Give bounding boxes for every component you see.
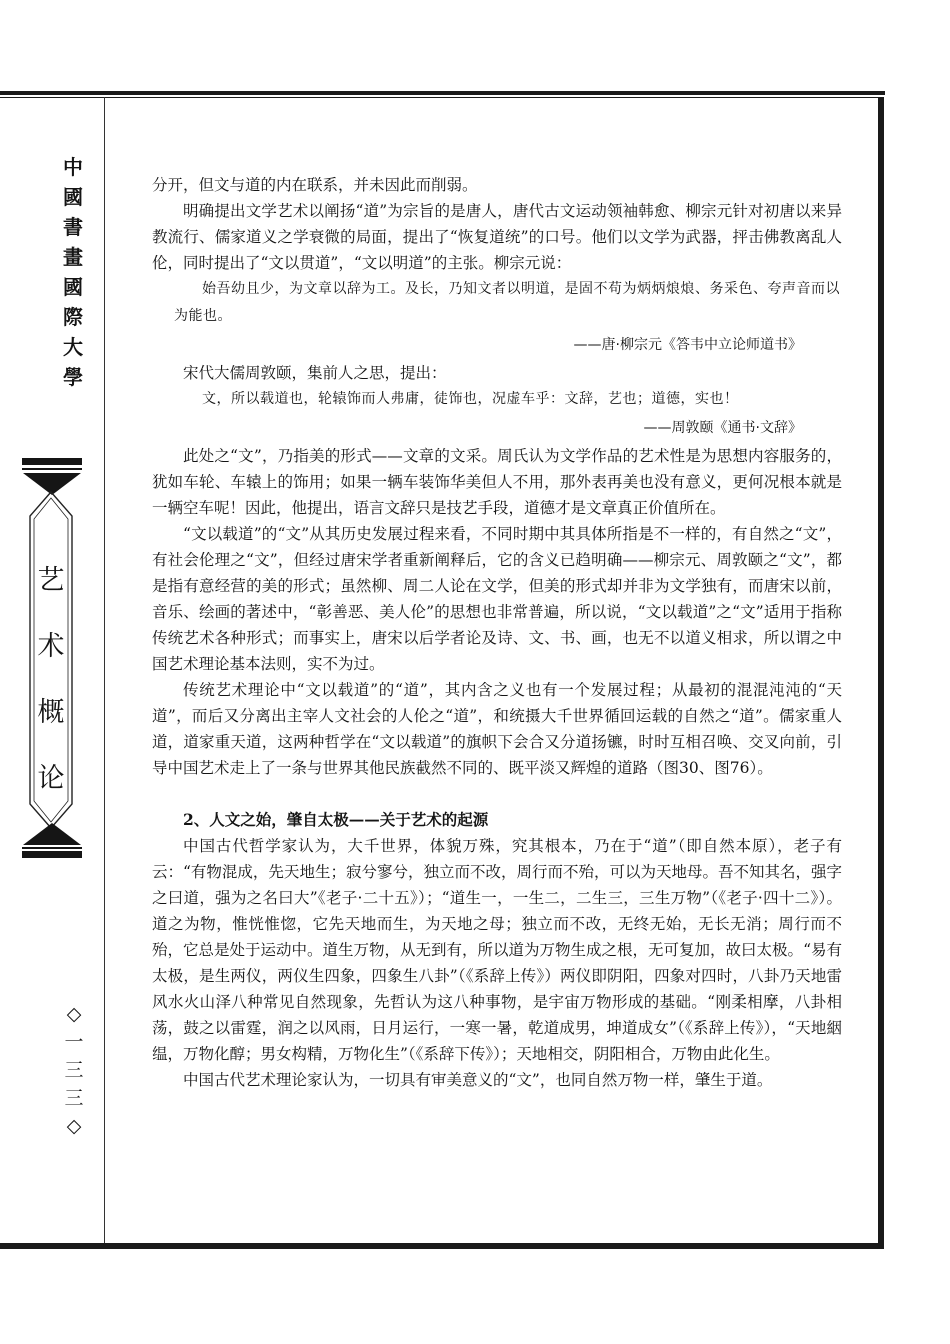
page-frame-top-rule xyxy=(0,91,885,95)
book-title-char: 术 xyxy=(37,631,65,662)
ornament-thin-bar-top xyxy=(22,468,82,470)
paragraph: 宋代大儒周敦颐，集前人之思，提出： xyxy=(183,364,447,382)
university-char: 書 xyxy=(63,215,83,239)
ornament-bar-bottom xyxy=(22,851,82,858)
university-char: 大 xyxy=(63,335,83,359)
university-char: 國 xyxy=(63,185,83,209)
quotation-source: ——唐·柳宗元《答韦中立论师道书》 xyxy=(573,337,802,353)
university-char: 學 xyxy=(63,365,83,389)
ornament-triangle-bottom xyxy=(23,823,81,845)
book-title-char: 艺 xyxy=(37,565,65,596)
university-name-vertical xyxy=(58,152,88,392)
paragraph: 分开，但文与道的内在联系，并未因此而削弱。 xyxy=(152,176,478,194)
paragraph: 传统艺术理论中“文以载道”的“道”，其内含之义也有一个发展过程；从最初的混混沌沌的“天道”，而后又分离出主宰人文社会的人伦之“道”，和统摄大千世界循回运载的自然之“道”。儒家重人道，道家重天道，这两种哲学在“文以载道”的旗帜下会合又分道扬镳，时时互相召唤、交叉向前，引导中国艺术走上了一条与世界其他民族截然不同的、既平淡又辉煌的道路（图30、图76）。 xyxy=(152,681,842,777)
sidebar-divider xyxy=(104,97,105,1243)
university-char: 國 xyxy=(63,275,83,299)
university-char: 中 xyxy=(63,155,83,179)
paragraph: 此处之“文”，乃指美的形式——文章的文采。周氏认为文学作品的艺术性是为思想内容服务的，犹如车轮、车辕上的饰用；如果一辆车装饰华美但人不用，那外表再美也没有意义，更何况根本就是一辆空车呢！因此，他提出，语言文辞只是技艺手段，道德才是文章真正价值所在。 xyxy=(152,447,842,517)
quotation: 文，所以载道也，轮辕饰而人弗庸，徒饰也，况虚车乎：文辞，艺也；道德，实也！ xyxy=(202,391,739,407)
page-frame-right-rule xyxy=(878,97,884,1249)
book-title-vertical xyxy=(36,548,66,812)
diamond-icon: ◇ xyxy=(66,1003,82,1025)
ornament-bar-top xyxy=(22,458,82,465)
paragraph: 明确提出文学艺术以阐扬“道”为宗旨的是唐人，唐代古文运动领袖韩愈、柳宗元针对初唐以来异教流行、儒家道义之学衰微的局面，提出了“恢复道统”的口号。他们以文学为武器，抨击佛教离乱人伦，同时提出了“文以贯道”，“文以明道”的主张。柳宗元说： xyxy=(152,202,842,272)
page-frame-bottom-rule xyxy=(0,1243,884,1249)
diamond-icon: ◇ xyxy=(66,1115,82,1137)
page-number-vertical xyxy=(60,1000,88,1140)
paragraph: 中国古代哲学家认为，大千世界，体貌万殊，究其根本，乃在于“道”（即自然本原），老子有云：“有物混成，先天地生；寂兮寥兮，独立而不改，周行而不殆，可以为天地母。吾不知其名，强字之曰道，强为之名曰大”《老子·二十五》）；“道生一，一生二，二生三，三生万物”（《老子·四十二》）。道之为物，惟恍惟惚，它先天地而生，为天地之母；独立而不改，无终无始，无长无消；周行而不殆，它总是处于运动中。道生万物，从无到有，所以道为万物生成之根，无可复加，故曰太极。“易有太极，是生两仪，两仪生四象，四象生八卦”（《系辞上传》）两仪即阴阳，四象对四时，八卦乃天地雷风水火山泽八种常见自然现象，先哲认为这八种事物，是宇宙万物形成的基础。“刚柔相摩，八卦相荡，鼓之以雷霆，润之以风雨，日月运行，一寒一暑，乾道成男，坤道成女”（《系辞上传》），“天地絪缊，万物化醇；男女构精，万物化生”（《系辞下传》）；天地相交，阴阳相合，万物由此化生。 xyxy=(152,837,842,1063)
page-number-char: 三 xyxy=(64,1087,84,1109)
paragraph: “文以载道”的“文”从其历史发展过程来看，不同时期中其具体所指是不一样的，有自然之“文”，有社会伦理之“文”，但经过唐宋学者重新阐释后，它的含义已趋明确——柳宗元、周敦颐之“文”，都是指有意经营的美的形式；虽然柳、周二人论在文学，但美的形式却并非为文学独有，而唐宋以前，音乐、绘画的著述中，“彰善恶、美人伦”的思想也非常普遍，所以说，“文以载道”之“文”适用于指称传统艺术各种形式；而事实上，唐宋以后学者论及诗、文、书、画，也无不以道义相求，所以谓之中国艺术理论基本法则，实不为过。 xyxy=(152,525,842,673)
page-number-char: 一 xyxy=(64,1031,84,1053)
university-char: 畫 xyxy=(63,245,83,269)
book-title-char: 概 xyxy=(37,697,65,728)
ornament-thin-bar-bottom xyxy=(22,847,82,849)
page-number-char: 三 xyxy=(64,1059,84,1081)
book-title-char: 论 xyxy=(37,763,65,794)
page-frame-top-thin-rule xyxy=(0,97,878,98)
section-heading: 2、人文之始，肇自太极——关于艺术的起源 xyxy=(183,810,489,829)
main-text xyxy=(152,172,842,1093)
quotation: 始吾幼且少，为文章以辞为工。及长，乃知文者以明道，是固不苟为炳炳烺烺、务采色、夸声音而以为能也。 xyxy=(174,281,840,324)
quotation-source: ——周敦颐《通书·文辞》 xyxy=(643,420,802,436)
university-char: 際 xyxy=(63,305,83,329)
paragraph: 中国古代艺术理论家认为，一切具有审美意义的“文”，也同自然万物一样，肇生于道。 xyxy=(183,1071,773,1089)
